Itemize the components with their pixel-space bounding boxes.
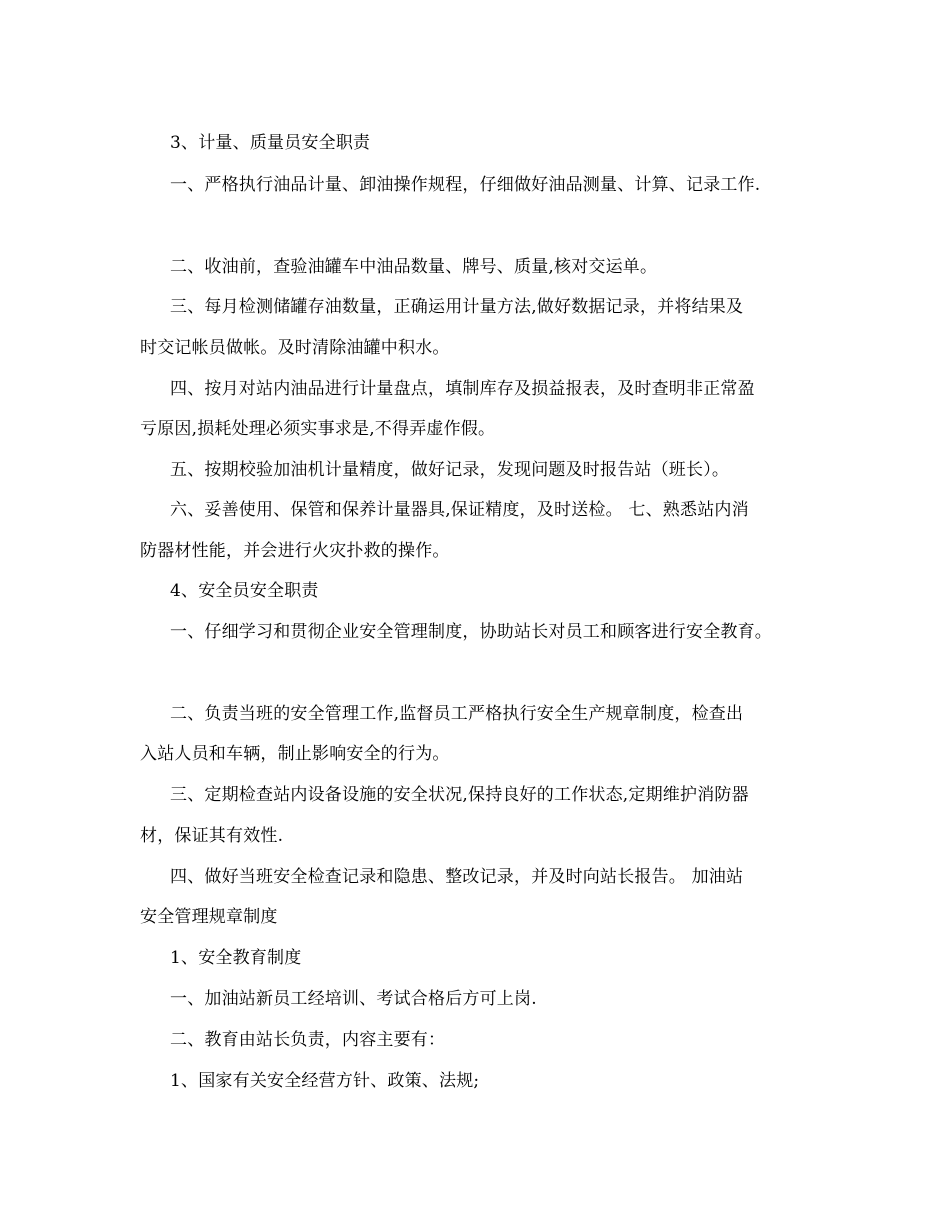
paragraph-line: 六、妥善使用、保管和保养计量器具,保证精度，及时送检。 七、熟悉站内消 [170, 500, 749, 520]
paragraph-line: 亏原因,损耗处理必须实事求是,不得弄虚作假。 [140, 419, 496, 439]
section-heading: 1、安全教育制度 [170, 948, 302, 968]
paragraph-line: 1、国家有关安全经营方针、政策、法规; [170, 1071, 480, 1091]
paragraph-line: 材，保证其有效性. [140, 826, 284, 846]
paragraph-line: 时交记帐员做帐。及时清除油罐中积水。 [140, 338, 450, 358]
paragraph-line: 二、负责当班的安全管理工作,监督员工严格执行安全生产规章制度，检查出 [170, 704, 744, 724]
paragraph-line: 一、仔细学习和贯彻企业安全管理制度，协助站长对员工和顾客进行安全教育。 [170, 622, 772, 642]
paragraph-line: 入站人员和车辆，制止影响安全的行为。 [140, 744, 450, 764]
paragraph-line: 一、严格执行油品计量、卸油操作规程，仔细做好油品测量、计算、记录工作. [170, 175, 761, 195]
paragraph-line: 四、按月对站内油品进行计量盘点，填制库存及损益报表，及时查明非正常盈 [170, 379, 755, 399]
paragraph-line: 三、定期检查站内设备设施的安全状况,保持良好的工作状态,定期维护消防器 [170, 785, 749, 805]
section-heading: 4、安全员安全职责 [170, 581, 319, 601]
paragraph-line: 二、教育由站长负责，内容主要有： [170, 1030, 446, 1050]
section-heading: 安全管理规章制度 [140, 907, 278, 927]
paragraph-line: 一、加油站新员工经培训、考试合格后方可上岗. [170, 989, 537, 1009]
paragraph-line: 四、做好当班安全检查记录和隐患、整改记录，并及时向站长报告。 加油站 [170, 867, 744, 887]
section-heading: 3、计量、质量员安全职责 [170, 133, 371, 153]
paragraph-line: 五、按期校验加油机计量精度，做好记录，发现问题及时报告站（班长）。 [170, 460, 730, 480]
paragraph-line: 防器材性能，并会进行火灾扑救的操作。 [140, 541, 450, 561]
paragraph-line: 三、每月检测储罐存油数量，正确运用计量方法,做好数据记录，并将结果及 [170, 297, 744, 317]
paragraph-line: 二、收油前，查验油罐车中油品数量、牌号、质量,核对交运单。 [170, 257, 658, 277]
